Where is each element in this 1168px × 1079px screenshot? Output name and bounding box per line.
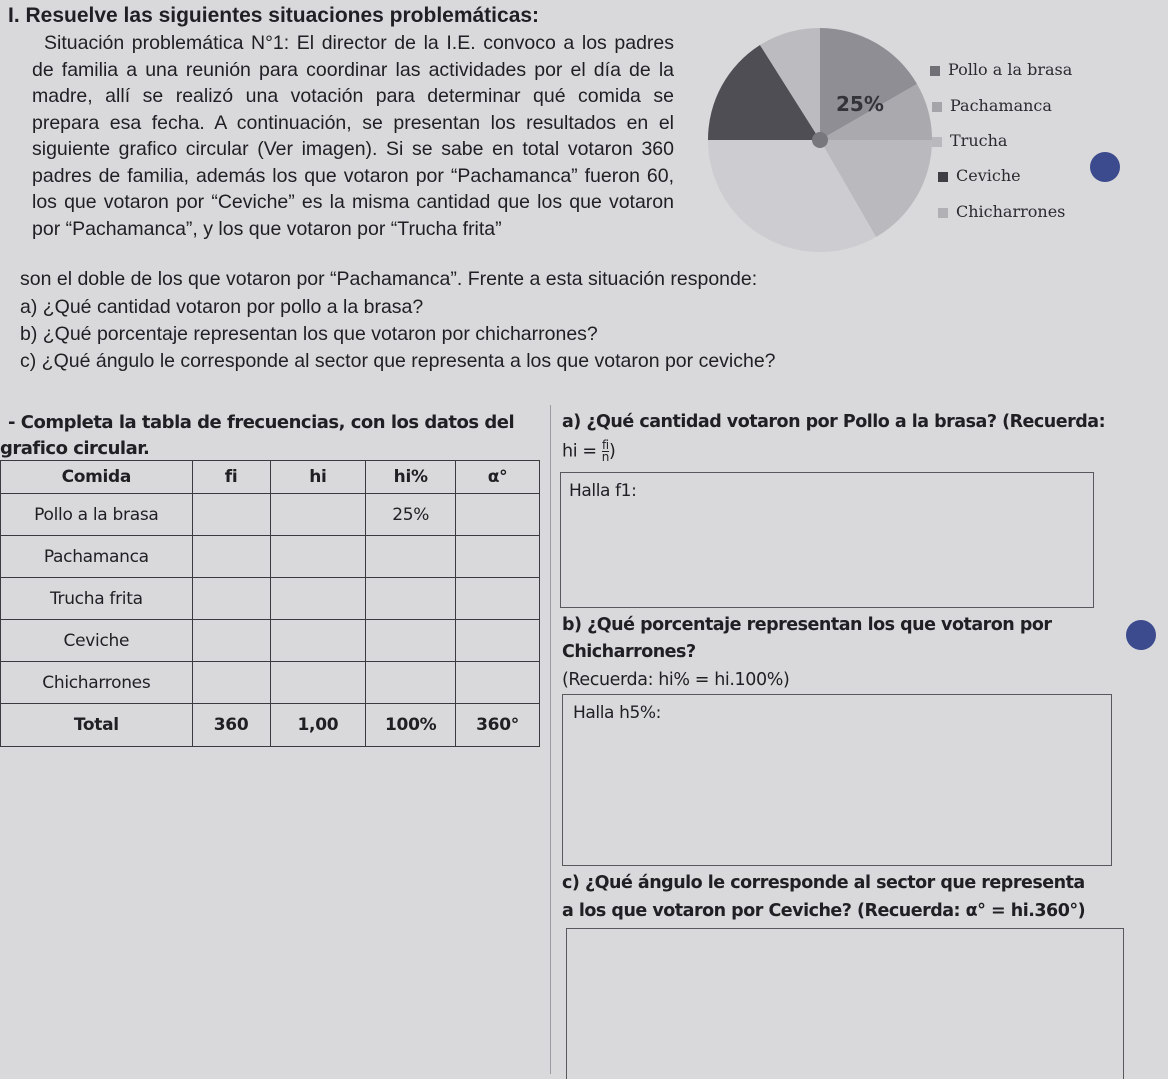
cell-food: Ceviche (1, 620, 193, 662)
table-instruction: - Completa la tabla de frecuencias, con los datos del (8, 412, 515, 433)
cell-food: Pollo a la brasa (1, 494, 193, 536)
cell-total-angle: 360° (456, 704, 540, 747)
formula-fraction (602, 440, 609, 463)
cell-total-hi: 1,00 (270, 704, 366, 747)
pie-chart (700, 20, 940, 260)
table-total-row (1, 704, 540, 747)
panel-b-title-2: Chicharrones? (562, 642, 696, 662)
panel-c-title-2: a los que votaron por Ceviche? (Recuerda: α° = hi.360°) (562, 901, 1086, 921)
cell-angle[interactable] (456, 620, 540, 662)
cell-hi[interactable] (270, 536, 366, 578)
answer-box-a-label: Halla f1: (569, 481, 637, 501)
binder-hole-icon (1090, 152, 1120, 182)
legend-swatch (932, 137, 942, 147)
panel-c-title: c) ¿Qué ángulo le corresponde al sector que representa (562, 873, 1085, 893)
table-instruction-2: grafico circular. (0, 438, 150, 459)
legend-trucha: Trucha (932, 131, 1007, 150)
pie-label-25: 25% (836, 92, 884, 116)
cell-total-fi: 360 (192, 704, 270, 747)
cell-fi[interactable] (192, 536, 270, 578)
cell-hi-pct[interactable]: 25% (366, 494, 456, 536)
panel-b-reminder: (Recuerda: hi% = hi.100%) (562, 670, 790, 690)
cell-hi-pct[interactable] (366, 620, 456, 662)
header-hi-pct: hi% (366, 461, 456, 494)
cell-hi-pct[interactable] (366, 578, 456, 620)
cell-food: Trucha frita (1, 578, 193, 620)
cell-hi[interactable] (270, 578, 366, 620)
cell-food: Chicharrones (1, 662, 193, 704)
formula-close: ) (608, 441, 616, 462)
table-header-row (1, 461, 540, 494)
legend-swatch (930, 66, 940, 76)
question-b: b) ¿Qué porcentaje representan los que votaron por chicharrones? (20, 323, 598, 345)
cell-hi[interactable] (270, 620, 366, 662)
panel-a-title: a) ¿Qué cantidad votaron por Pollo a la brasa? (Recuerda: (562, 412, 1106, 432)
problem-text: Situación problemática N°1: El director de la I.E. convoco a los padres de familia a una reunión para coordinar las actividades por el día de la madre, allí se realizó una votación para determinar qué comida se prepara esa fecha. A continuación, se presentan los resultados en el siguiente grafico circular (Ver imagen). Si se sabe en total votaron 360 padres de familia, además los que votaron por “Pachamanca” fueron 60, los que votaron por “Ceviche” es la misma cantidad que los que votaron por “Pachamanca”, y los que votaron por “Trucha frita” (32, 32, 674, 240)
legend-pachamanca: Pachamanca (932, 96, 1052, 115)
table-row (1, 662, 540, 704)
problem-continuation: son el doble de los que votaron por “Pachamanca”. Frente a esta situación responde: (20, 268, 758, 290)
column-divider (550, 405, 551, 1074)
panel-a-formula (562, 440, 615, 463)
cell-hi-pct[interactable] (366, 662, 456, 704)
answer-box-a[interactable] (560, 472, 1094, 608)
legend-swatch (938, 208, 948, 218)
cell-fi[interactable] (192, 662, 270, 704)
frequency-table (0, 460, 540, 747)
cell-total-label: Total (1, 704, 193, 747)
cell-angle[interactable] (456, 578, 540, 620)
header-comida: Comida (1, 461, 193, 494)
formula-left: hi = (562, 441, 597, 462)
cell-fi[interactable] (192, 578, 270, 620)
legend-swatch (932, 102, 942, 112)
answer-box-b[interactable] (562, 694, 1112, 866)
header-hi: hi (270, 461, 366, 494)
legend-pollo: Pollo a la brasa (930, 60, 1072, 79)
cell-food: Pachamanca (1, 536, 193, 578)
cell-angle[interactable] (456, 494, 540, 536)
table-row (1, 578, 540, 620)
table-row (1, 620, 540, 662)
section-heading: I. Resuelve las siguientes situaciones problemáticas: (8, 4, 540, 27)
binder-hole-icon (1126, 620, 1156, 650)
formula-numerator: fi (601, 438, 609, 452)
cell-hi[interactable] (270, 494, 366, 536)
cell-hi[interactable] (270, 662, 366, 704)
cell-fi[interactable] (192, 620, 270, 662)
answer-box-b-label: Halla h5%: (573, 703, 661, 723)
answer-box-c[interactable] (566, 928, 1124, 1079)
problem-paragraph (32, 30, 674, 242)
legend-swatch (938, 172, 948, 182)
formula-denominator: n (601, 450, 609, 464)
legend-chicharrones: Chicharrones (938, 202, 1065, 221)
table-row (1, 536, 540, 578)
cell-hi-pct[interactable] (366, 536, 456, 578)
cell-total-hi-pct: 100% (366, 704, 456, 747)
question-a: a) ¿Qué cantidad votaron por pollo a la brasa? (20, 296, 424, 318)
header-fi: fi (192, 461, 270, 494)
legend-ceviche: Ceviche (938, 166, 1021, 185)
header-angle: α° (456, 461, 540, 494)
question-c: c) ¿Qué ángulo le corresponde al sector que representa a los que votaron por ceviche? (20, 350, 776, 372)
cell-angle[interactable] (456, 536, 540, 578)
table-row (1, 494, 540, 536)
cell-angle[interactable] (456, 662, 540, 704)
panel-b-title: b) ¿Qué porcentaje representan los que votaron por (562, 615, 1052, 635)
cell-fi[interactable] (192, 494, 270, 536)
